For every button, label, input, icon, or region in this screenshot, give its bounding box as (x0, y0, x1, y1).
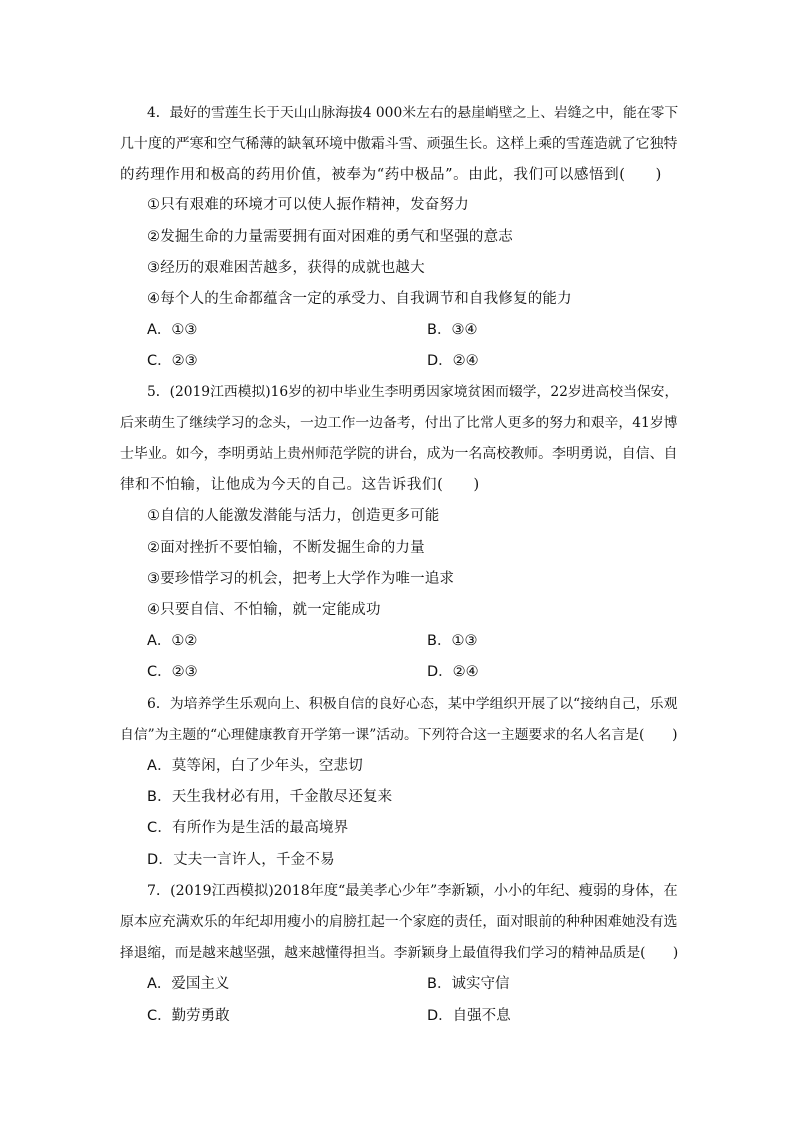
q7-choice-b: B．诚实守信 (427, 976, 510, 992)
q4-choice-d: D．②④ (427, 353, 479, 369)
q6-option-c: C．有所作为是生活的最高境界 (147, 820, 349, 836)
q4-item-1: ①只有艰难的环境才可以使人振作精神，发奋努力 (147, 197, 469, 213)
q7-choice-c: C．勤劳勇敢 (147, 1008, 230, 1024)
q5-item-4: ④只要自信、不怕输，就一定能成功 (147, 602, 381, 618)
q5-stem-line-3: 士毕业。如今，李明勇站上贵州师范学院的讲台，成为一名高校教师。李明勇说，自信、自 (120, 446, 678, 462)
q5-item-3: ③要珍惜学习的机会，把考上大学作为唯一追求 (147, 571, 455, 587)
q7-stem-line-3: 择退缩，而是越来越坚强，越来越懂得担当。李新颖身上最值得我们学习的精神品质是( ) (120, 945, 679, 961)
q4-stem-line-2: 几十度的严寒和空气稀薄的缺氧环境中傲霜斗雪、顽强生长。这样上乘的雪莲造就了它独特 (120, 136, 678, 152)
q4-choice-a: A．①③ (147, 322, 198, 338)
q5-stem-line-4: 律和不怕输，让他成为今天的自己。这告诉我们( ) (120, 477, 480, 493)
q7-choice-a: A．爱国主义 (147, 976, 230, 992)
q6-option-d: D．丈夫一言许人，千金不易 (147, 852, 335, 868)
q6-option-a: A．莫等闲，白了少年头，空悲切 (147, 758, 363, 774)
q5-stem-line-2: 后来萌生了继续学习的念头，一边工作一边备考，付出了比常人更多的努力和艰辛，41岁博 (120, 415, 678, 431)
q4-item-4: ④每个人的生命都蕴含一定的承受力、自我调节和自我修复的能力 (147, 291, 572, 307)
q5-choice-c: C．②③ (147, 664, 198, 680)
q4-stem-line-1: 4．最好的雪莲生长于天山山脉海拔4 000米左右的悬崖峭壁之上、岩缝之中，能在零下 (147, 105, 679, 121)
q6-option-b: B．天生我材必有用，千金散尽还复来 (147, 789, 393, 805)
q5-item-1: ①自信的人能激发潜能与活力，创造更多可能 (147, 508, 440, 524)
q5-choice-a: A．①② (147, 633, 198, 649)
q4-choice-b: B．③④ (427, 322, 478, 338)
q7-stem-line-1: 7．(2019江西模拟)2018年度“最美孝心少年”李新颖，小小的年纪、瘦弱的身体，在 (147, 883, 678, 899)
q4-choice-c: C．②③ (147, 353, 198, 369)
q4-item-3: ③经历的艰难困苦越多，获得的成就也越大 (147, 260, 425, 276)
q4-item-2: ②发掘生命的力量需要拥有面对困难的勇气和坚强的意志 (147, 229, 513, 245)
q6-stem-line-1: 6．为培养学生乐观向上、积极自信的良好心态，某中学组织开展了以“接纳自己，乐观 (147, 696, 678, 712)
q7-stem-line-2: 原本应充满欢乐的年纪却用瘦小的肩膀扛起一个家庭的责任，面对眼前的种种困难她没有选 (120, 914, 678, 930)
q4-stem-line-3: 的药理作用和极高的药用价值，被奉为“药中极品”。由此，我们可以感悟到( ) (120, 167, 662, 183)
q7-choice-d: D．自强不息 (427, 1008, 511, 1024)
q5-item-2: ②面对挫折不要怕输，不断发掘生命的力量 (147, 540, 425, 556)
q6-stem-line-2: 自信”为主题的“心理健康教育开学第一课”活动。下列符合这一主题要求的名人名言是( ) (120, 727, 678, 743)
q5-stem-line-1: 5．(2019江西模拟)16岁的初中毕业生李明勇因家境贫困而辍学，22岁进高校当保安， (147, 384, 679, 400)
q5-choice-b: B．①③ (427, 633, 478, 649)
q5-choice-d: D．②④ (427, 664, 479, 680)
